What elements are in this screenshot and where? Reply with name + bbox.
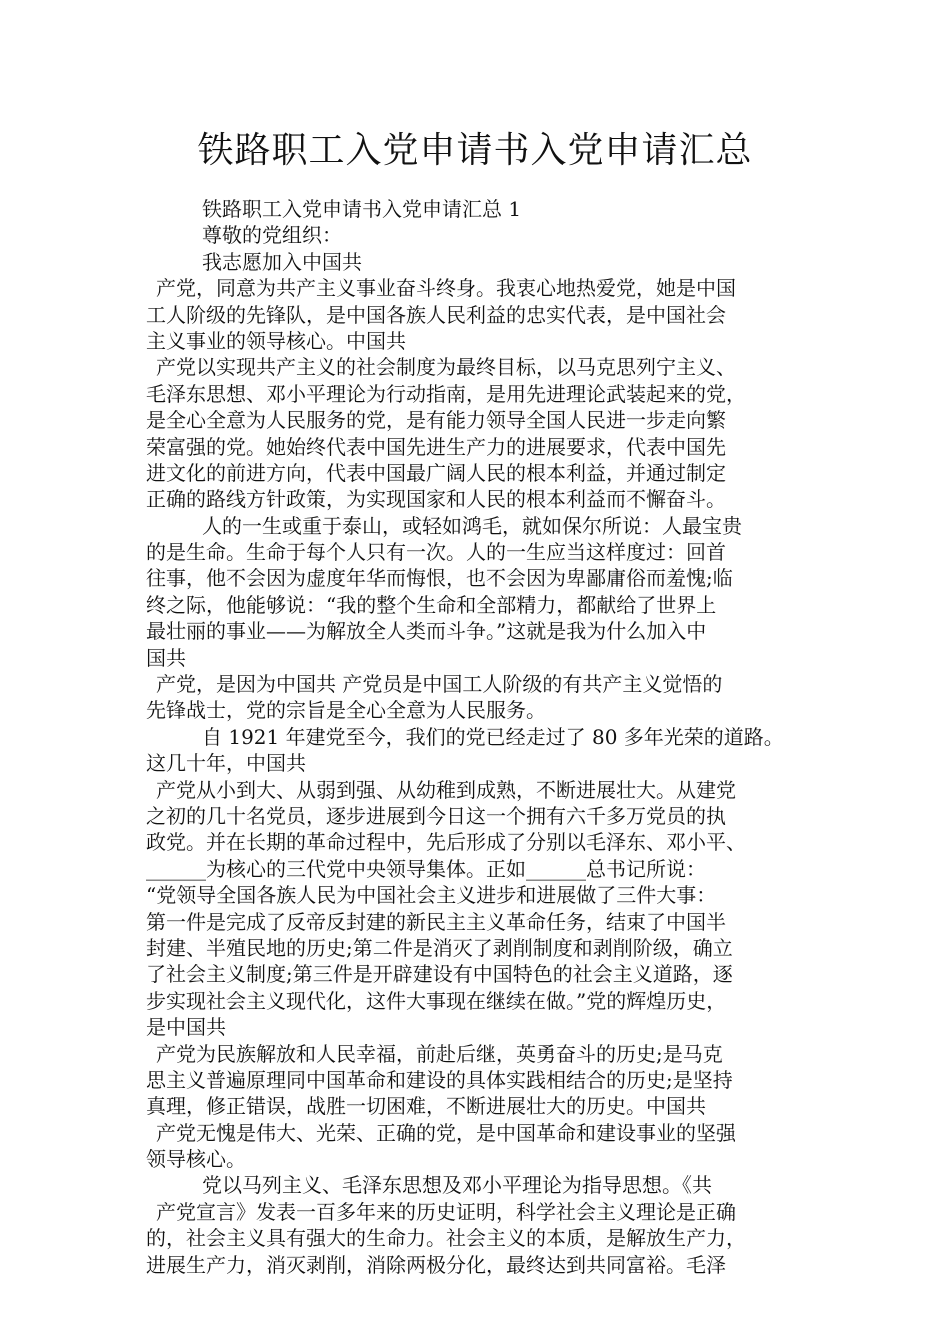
body-line: 的，社会主义具有强大的生命力。社会主义的本质，是解放生产力， (146, 1226, 746, 1251)
body-line: 封建、半殖民地的历史;第二件是消灭了剥削制度和剥削阶级，确立 (146, 935, 733, 960)
body-line: 自 1921 年建党至今，我们的党已经走过了 80 多年光荣的道路。 (202, 724, 784, 749)
body-line: 产党，是因为中国共 产党员是中国工人阶级的有共产主义觉悟的 (156, 672, 723, 697)
body-line: 领导核心。 (146, 1147, 246, 1172)
document-title: 铁路职工入党申请书入党申请汇总 (197, 130, 753, 171)
body-line: 党以马列主义、毛泽东思想及邓小平理论为指导思想。《共 (202, 1173, 712, 1198)
body-line: 正确的路线方针政策，为实现国家和人民的根本利益而不懈奋斗。 (146, 487, 726, 512)
body-line: 铁路职工入党申请书入党申请汇总 1 (202, 197, 522, 221)
body-line: 了社会主义制度;第三件是开辟建设有中国特色的社会主义道路，逐 (146, 962, 733, 987)
body-line: 步实现社会主义现代化，这件大事现在继续在做。”党的辉煌历史， (146, 988, 727, 1013)
body-line: 我志愿加入中国共 (202, 249, 362, 274)
body-line: 第一件是完成了反帝反封建的新民主主义革命任务，结束了中国半 (146, 909, 726, 934)
body-line: 进文化的前进方向，代表中国最广阔人民的根本利益，并通过制定 (146, 460, 726, 485)
body-line: ______为核心的三代党中央领导集体。正如______总书记所说： (146, 856, 706, 881)
body-line: 主义事业的领导核心。中国共 (146, 328, 406, 353)
body-line: 终之际，他能够说：“我的整个生命和全部精力，都献给了世界上 (146, 592, 717, 617)
body-line: 毛泽东思想、邓小平理论为行动指南，是用先进理论武装起来的党， (146, 381, 746, 406)
body-line: 的是生命。生命于每个人只有一次。人的一生应当这样度过：回首 (146, 540, 726, 565)
body-line: 荣富强的党。她始终代表中国先进生产力的进展要求，代表中国先 (146, 434, 726, 459)
body-line: 真理，修正错误，战胜一切困难，不断进展壮大的历史。中国共 (146, 1094, 706, 1119)
body-line: 产党无愧是伟大、光荣、正确的党，是中国革命和建设事业的坚强 (156, 1120, 736, 1145)
body-line: 往事，他不会因为虚度年华而悔恨，也不会因为卑鄙庸俗而羞愧;临 (146, 566, 733, 591)
body-line: 是全心全意为人民服务的党，是有能力领导全国人民进一步走向繁 (146, 408, 726, 433)
body-line: 人的一生或重于泰山，或轻如鸿毛，就如保尔所说：人最宝贵 (202, 513, 742, 538)
body-line: 思主义普遍原理同中国革命和建设的具体实践相结合的历史;是坚持 (146, 1067, 733, 1092)
body-line: 先锋战士，党的宗旨是全心全意为人民服务。 (146, 698, 546, 723)
body-line: 产党为民族解放和人民幸福，前赴后继，英勇奋斗的历史;是马克 (156, 1041, 723, 1066)
document-body (146, 196, 821, 1278)
body-line: 政党。并在长期的革命过程中，先后形成了分别以毛泽东、邓小平、 (146, 830, 746, 855)
body-line: 之初的几十名党员，逐步进展到今日这一个拥有六千多万党员的执 (146, 803, 726, 828)
body-line: 进展生产力，消灭剥削，消除两极分化，最终达到共同富裕。毛泽 (146, 1252, 726, 1277)
body-line: 产党以实现共产主义的社会制度为最终目标，以马克思列宁主义、 (156, 355, 736, 380)
body-line: 工人阶级的先锋队，是中国各族人民利益的忠实代表，是中国社会 (146, 302, 726, 327)
body-line: 尊敬的党组织： (202, 223, 342, 248)
body-line: 国共 (146, 645, 186, 670)
body-line: “党领导全国各族人民为中国社会主义进步和进展做了三件大事： (146, 883, 717, 908)
body-line: 是中国共 (146, 1015, 226, 1040)
body-line: 最壮丽的事业——为解放全人类而斗争。”这就是我为什么加入中 (146, 619, 707, 644)
body-line: 产党从小到大、从弱到强、从幼稚到成熟，不断进展壮大。从建党 (156, 777, 736, 802)
body-line: 产党宣言》发表一百多年来的历史证明，科学社会主义理论是正确 (156, 1199, 736, 1224)
body-line: 产党，同意为共产主义事业奋斗终身。我衷心地热爱党，她是中国 (156, 276, 736, 301)
body-line: 这几十年，中国共 (146, 751, 306, 776)
